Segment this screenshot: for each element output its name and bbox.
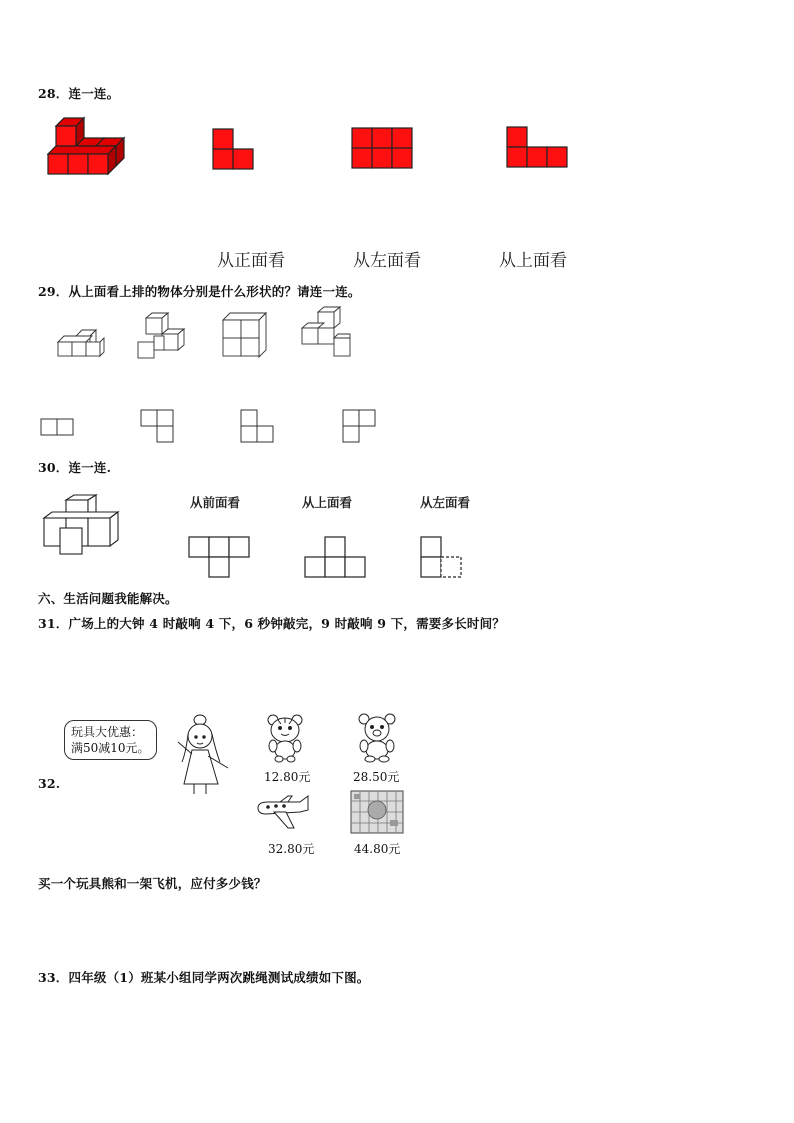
q30-label-front: 从前面看 (190, 495, 241, 510)
q28-red-view-l-shape (212, 128, 256, 170)
q29-top-view-4 (342, 409, 378, 445)
q28-red-cube-solid (44, 114, 134, 178)
airplane-icon (254, 794, 312, 834)
q32-number: 32. (38, 776, 61, 791)
q28-red-view-long-l (506, 126, 570, 168)
q29-title: 29．从上面看上排的物体分别是什么形状的？请连一连。 (38, 284, 361, 299)
q30-cube-solid (42, 494, 126, 558)
q30-view-l-shape (420, 536, 464, 580)
q30-title: 30．连一连. (38, 460, 112, 475)
q28-label-front: 从正面看 (217, 251, 285, 271)
q28-red-view-2x3 (351, 127, 415, 169)
q29-cube-solid-2 (136, 312, 186, 362)
q30-view-t-shape (188, 536, 252, 580)
q28-label-left: 从左面看 (353, 251, 421, 271)
q29-top-view-2 (140, 409, 176, 445)
q32-speech-bubble: 玩具大优惠： 满50减10元。 (64, 720, 157, 760)
tiger-toy-icon (264, 712, 306, 762)
q29-cube-solid-3 (222, 312, 270, 360)
teddy-bear-icon (356, 712, 398, 762)
q29-top-view-1 (40, 418, 76, 438)
puzzle-icon (350, 790, 404, 834)
q32-question: 买一个玩具熊和一架飞机，应付多少钱？ (38, 876, 267, 891)
q32-price-puzzle: 44.80元 (354, 842, 401, 856)
q32-price-tiger: 12.80元 (264, 770, 311, 784)
q29-cube-solid-1 (56, 322, 106, 362)
q28-title: 28．连一连。 (38, 86, 120, 101)
section6-title: 六、生活问题我能解决。 (38, 591, 178, 606)
q29-top-view-3 (240, 409, 276, 445)
girl-illustration (172, 712, 234, 796)
q32-price-airplane: 32.80元 (268, 842, 315, 856)
q30-label-left: 从左面看 (420, 495, 471, 510)
q29-cube-solid-4 (300, 306, 356, 360)
q28-label-top: 从上面看 (499, 251, 567, 271)
q31-title: 31．广场上的大钟 4 时敲响 4 下，6 秒钟敲完，9 时敲响 9 下，需要多长时间？ (38, 616, 505, 631)
q30-label-top: 从上面看 (302, 495, 353, 510)
q30-view-inverted-t (304, 536, 368, 580)
q33-title: 33．四年级（1）班某小组同学两次跳绳测试成绩如下图。 (38, 970, 370, 985)
q32-price-bear: 28.50元 (353, 770, 400, 784)
